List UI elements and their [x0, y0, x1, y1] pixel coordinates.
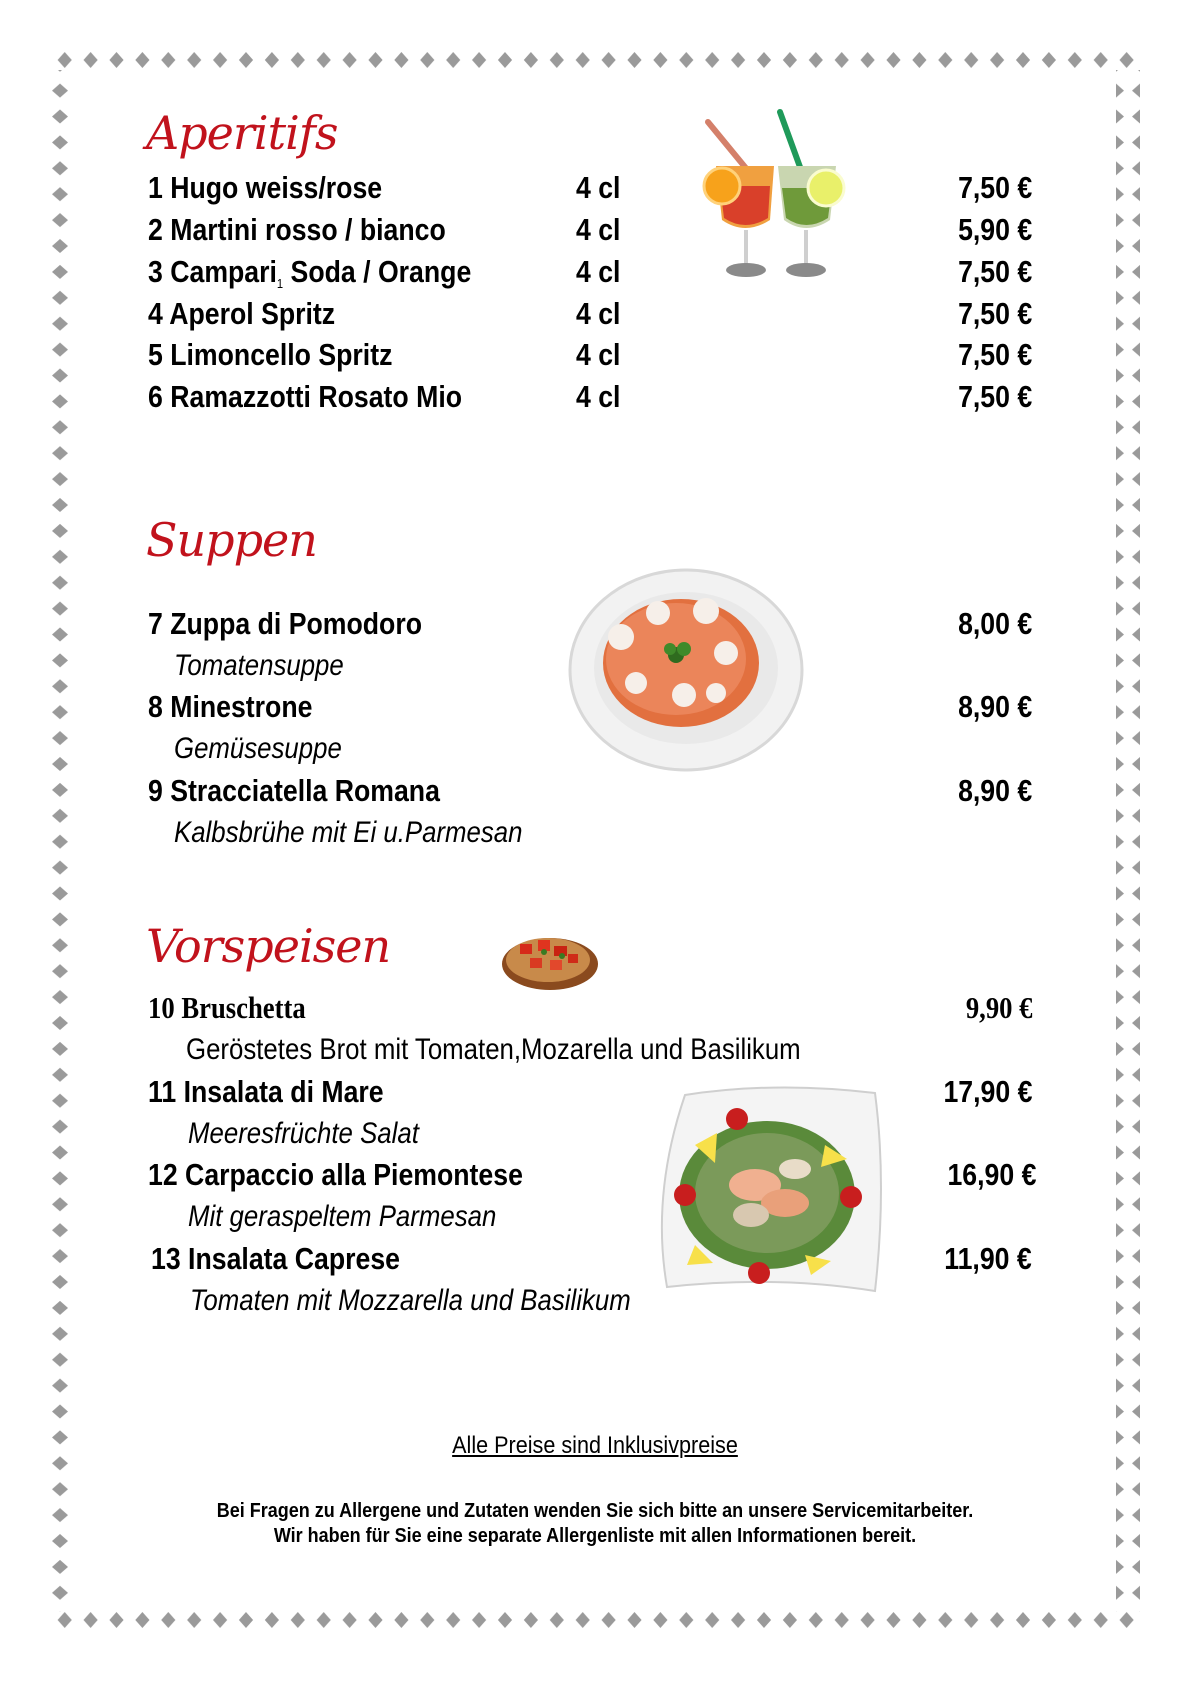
item-name: 4 Aperol Spritz [148, 296, 336, 331]
item-name [148, 255, 471, 295]
allergen-index: 1 [276, 276, 284, 291]
item-price: 8,90 € [957, 773, 1032, 808]
item-price: 7,50 € [957, 170, 1032, 205]
section-heading-aperitifs: Aperitifs [146, 106, 338, 160]
item-price: 7,50 € [957, 296, 1032, 331]
item-size: 4 cl [576, 379, 621, 414]
item-name: 5 Limoncello Spritz [148, 337, 393, 372]
item-price: 7,50 € [957, 379, 1032, 414]
item-description: Geröstetes Brot mit Tomaten,Mozarella und Basilikum [186, 1033, 801, 1066]
item-price: 16,90 € [947, 1157, 1036, 1192]
item-size: 4 cl [576, 296, 621, 331]
item-name-part: 3 Campari [148, 254, 277, 289]
item-name: 6 Ramazzotti Rosato Mio [148, 379, 463, 414]
item-size: 4 cl [576, 254, 621, 289]
item-name: 11 Insalata di Mare [148, 1074, 384, 1109]
item-size: 4 cl [576, 170, 621, 205]
item-name-part: Soda / Orange [283, 254, 472, 289]
item-price: 11,90 € [944, 1241, 1032, 1276]
section-heading-vorspeisen: Vorspeisen [146, 919, 391, 973]
item-price: 9,90 € [965, 990, 1032, 1025]
item-description: Tomatensuppe [174, 649, 344, 682]
bruschetta-image [500, 930, 600, 992]
section-heading-suppen: Suppen [146, 513, 317, 567]
item-price: 8,90 € [957, 689, 1032, 724]
item-price: 17,90 € [943, 1074, 1032, 1109]
item-price: 5,90 € [957, 212, 1032, 247]
item-size: 4 cl [576, 337, 621, 372]
item-description: Tomaten mit Mozzarella und Basilikum [190, 1284, 631, 1317]
allergen-note-line-1: Bei Fragen zu Allergene und Zutaten wenden Sie sich bitte an unsere Servicemitarbeiter. [216, 1500, 974, 1522]
item-name: 1 Hugo weiss/rose [148, 170, 383, 205]
seafood-salad-image [655, 1085, 885, 1297]
item-name: 2 Martini rosso / bianco [148, 212, 446, 247]
item-description: Mit geraspeltem Parmesan [188, 1200, 497, 1233]
item-name: 9 Stracciatella Romana [148, 773, 440, 808]
item-description: Kalbsbrühe mit Ei u.Parmesan [174, 816, 523, 849]
price-note: Alle Preise sind Inklusivpreise [452, 1432, 738, 1459]
item-description: Meeresfrüchte Salat [188, 1117, 419, 1150]
allergen-note-line-2: Wir haben für Sie eine separate Allergenliste mit allen Informationen bereit. [273, 1525, 917, 1547]
item-description: Gemüsesuppe [174, 732, 342, 765]
item-name: 10 Bruschetta [148, 990, 306, 1025]
item-name: 8 Minestrone [148, 689, 313, 724]
item-size: 4 cl [576, 212, 621, 247]
item-name: 13 Insalata Caprese [151, 1241, 400, 1276]
cocktail-glasses-image [700, 108, 850, 283]
item-price: 8,00 € [957, 606, 1032, 641]
item-price: 7,50 € [957, 254, 1032, 289]
tomato-soup-image [566, 565, 806, 775]
item-name: 12 Carpaccio alla Piemontese [148, 1157, 523, 1192]
item-price: 7,50 € [957, 337, 1032, 372]
item-name: 7 Zuppa di Pomodoro [148, 606, 423, 641]
